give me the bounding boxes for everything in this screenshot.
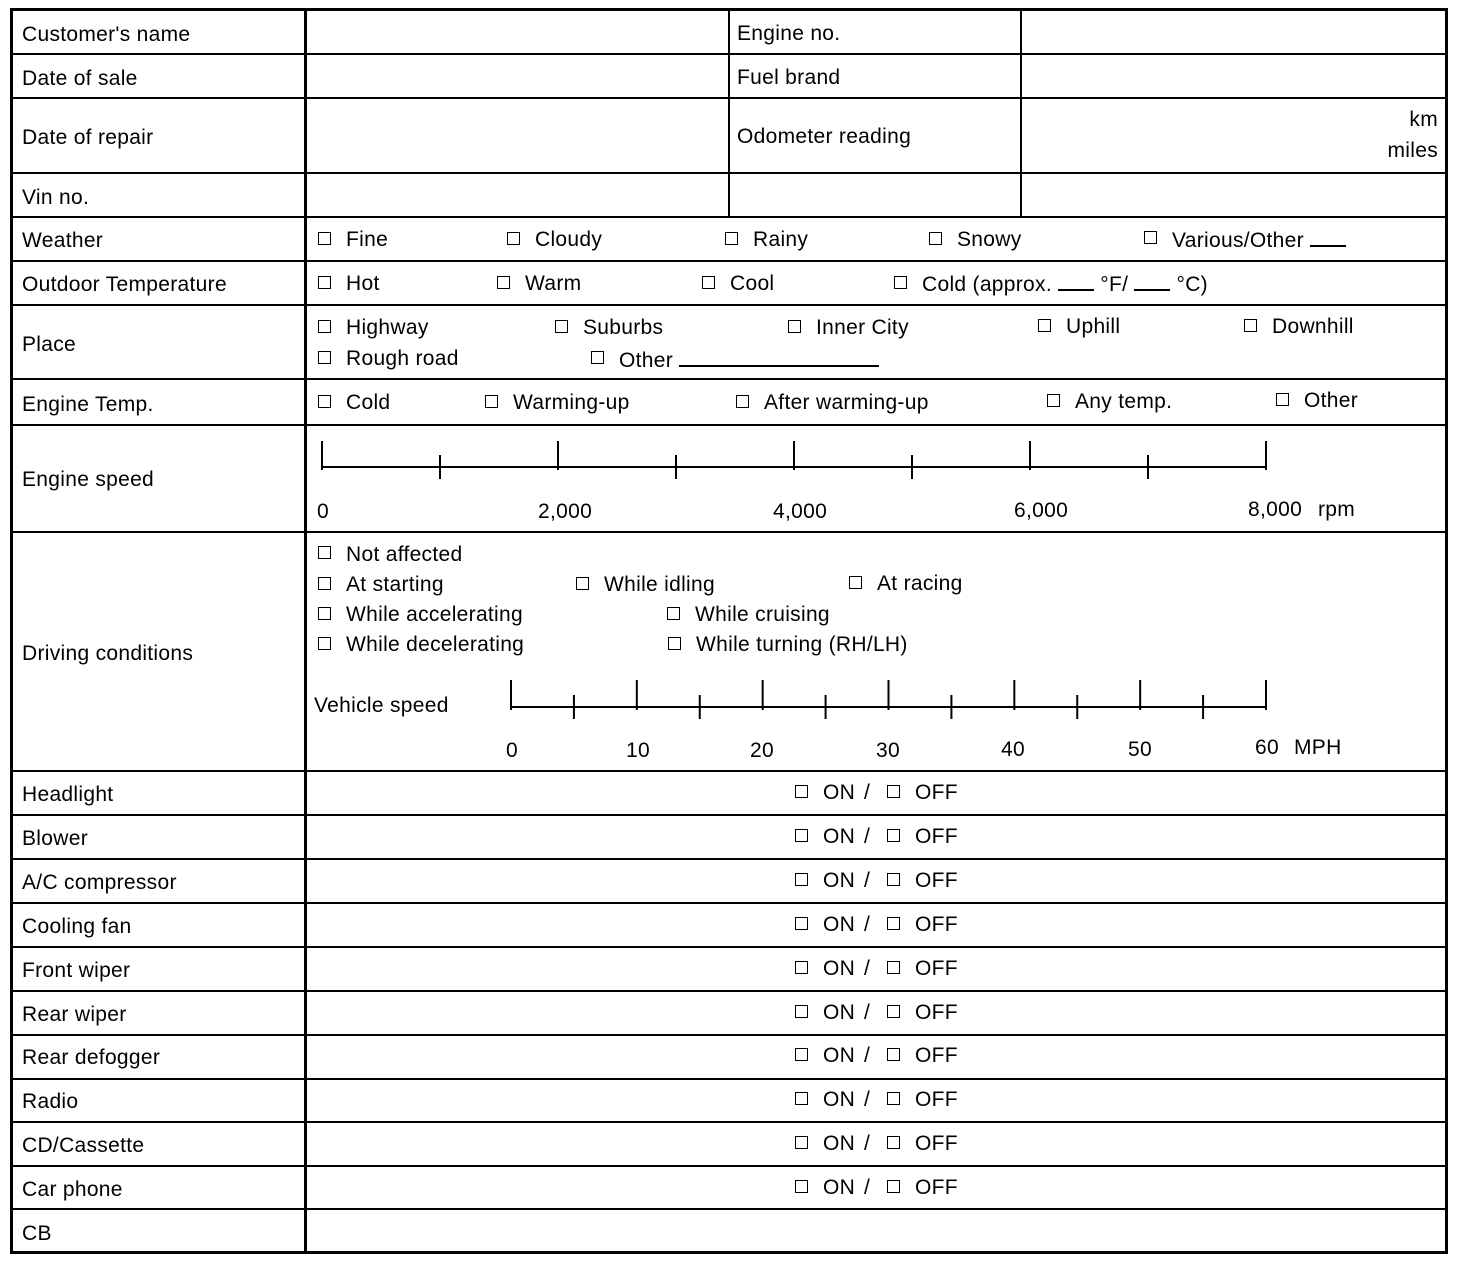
rear-defogger-off-checkbox[interactable]: [887, 1048, 900, 1061]
switch-label-rear-wiper: Rear wiper: [22, 1003, 127, 1026]
switch-label-a-c-compressor: A/C compressor: [22, 871, 177, 894]
car-phone-on-label: ON: [823, 1176, 856, 1199]
headlight-separator: /: [864, 781, 871, 804]
blower-on-label: ON: [823, 825, 856, 848]
cd-cassette-off-checkbox[interactable]: [887, 1136, 900, 1149]
place-downhill-label: Downhill: [1272, 315, 1354, 338]
radio-separator: /: [864, 1088, 871, 1111]
rear-wiper-separator: /: [864, 1001, 871, 1024]
car-phone-off-checkbox[interactable]: [887, 1180, 900, 1193]
cd-cassette-separator: /: [864, 1132, 871, 1155]
engine-temp-after-warming-label: After warming-up: [764, 391, 929, 414]
cooling-fan-on-checkbox[interactable]: [795, 917, 808, 930]
switch-label-headlight: Headlight: [22, 783, 114, 806]
mph-tick-label: 10: [626, 739, 650, 762]
engine-temp-cold-label: Cold: [346, 391, 391, 414]
mph-tick-label: 0: [506, 739, 518, 762]
blower-separator: /: [864, 825, 871, 848]
place-rough-road-label: Rough road: [346, 347, 459, 370]
mph-tick-label: 50: [1128, 738, 1152, 761]
front-wiper-on-checkbox[interactable]: [795, 961, 808, 974]
temp-cold-label: Cold (approx. °F/ °C): [922, 273, 1208, 296]
radio-off-label: OFF: [915, 1088, 958, 1111]
weather-snowy-label: Snowy: [957, 228, 1022, 251]
switch-label-cooling-fan: Cooling fan: [22, 915, 132, 938]
vehicle-speed-label: Vehicle speed: [314, 694, 449, 717]
driving-turning-checkbox[interactable]: [668, 637, 681, 650]
odometer-reading-label: Odometer reading: [737, 125, 912, 148]
driving-cruising-label: While cruising: [695, 603, 830, 626]
mph-tick-label: 20: [750, 739, 774, 762]
car-phone-separator: /: [864, 1176, 871, 1199]
switch-label-rear-defogger: Rear defogger: [22, 1046, 161, 1069]
cooling-fan-on-label: ON: [823, 913, 856, 936]
weather-fine-label: Fine: [346, 228, 389, 251]
car-phone-on-checkbox[interactable]: [795, 1180, 808, 1193]
engine-no-label: Engine no.: [737, 22, 841, 45]
cd-cassette-on-label: ON: [823, 1132, 856, 1155]
temp-warm-label: Warm: [525, 272, 582, 295]
a-c-compressor-off-checkbox[interactable]: [887, 873, 900, 886]
blower-off-checkbox[interactable]: [887, 829, 900, 842]
driving-not-affected-label: Not affected: [346, 543, 463, 566]
headlight-off-label: OFF: [915, 781, 958, 804]
front-wiper-off-label: OFF: [915, 957, 958, 980]
headlight-on-checkbox[interactable]: [795, 785, 808, 798]
front-wiper-separator: /: [864, 957, 871, 980]
driving-accelerating-checkbox[interactable]: [318, 607, 331, 620]
temp-hot-label: Hot: [346, 272, 380, 295]
place-label: Place: [22, 333, 77, 356]
headlight-on-label: ON: [823, 781, 856, 804]
rpm-tick-label: 4,000: [773, 500, 828, 523]
rear-defogger-on-label: ON: [823, 1044, 856, 1067]
a-c-compressor-on-checkbox[interactable]: [795, 873, 808, 886]
driving-racing-label: At racing: [877, 572, 963, 595]
driving-idling-label: While idling: [604, 573, 715, 596]
front-wiper-off-checkbox[interactable]: [887, 961, 900, 974]
mph-tick-label: 30: [876, 739, 900, 762]
radio-off-checkbox[interactable]: [887, 1092, 900, 1105]
place-inner-city-label: Inner City: [816, 316, 909, 339]
place-suburbs-label: Suburbs: [583, 316, 664, 339]
mph-tick-label: 40: [1001, 738, 1025, 761]
rpm-tick-label: 2,000: [538, 500, 593, 523]
driving-at-starting-label: At starting: [346, 573, 444, 596]
driving-turning-label: While turning (RH/LH): [696, 633, 908, 656]
cooling-fan-separator: /: [864, 913, 871, 936]
blower-off-label: OFF: [915, 825, 958, 848]
rear-wiper-off-label: OFF: [915, 1001, 958, 1024]
mph-tick-label: 60: [1255, 736, 1279, 759]
switch-label-car-phone: Car phone: [22, 1178, 123, 1201]
driving-decelerating-label: While decelerating: [346, 633, 525, 656]
switch-label-front-wiper: Front wiper: [22, 959, 131, 982]
driving-not-affected-checkbox[interactable]: [318, 546, 331, 559]
cb-label: CB: [22, 1222, 52, 1245]
engine-temp-warming-label: Warming-up: [513, 391, 630, 414]
driving-idling-checkbox[interactable]: [576, 577, 589, 590]
date-of-sale-label: Date of sale: [22, 67, 138, 90]
mph-unit: MPH: [1294, 736, 1342, 759]
place-uphill-label: Uphill: [1066, 315, 1121, 338]
driving-cruising-checkbox[interactable]: [667, 607, 680, 620]
weather-label: Weather: [22, 229, 104, 252]
rpm-tick-label: 8,000: [1248, 498, 1303, 521]
switch-label-radio: Radio: [22, 1090, 79, 1113]
cd-cassette-off-label: OFF: [915, 1132, 958, 1155]
vin-no-label: Vin no.: [22, 186, 90, 209]
weather-other-label: Various/Other: [1172, 227, 1346, 253]
engine-speed-label: Engine speed: [22, 468, 155, 491]
place-highway-label: Highway: [346, 316, 429, 339]
rear-wiper-on-checkbox[interactable]: [795, 1005, 808, 1018]
driving-conditions-label: Driving conditions: [22, 642, 194, 665]
weather-rainy-label: Rainy: [753, 228, 809, 251]
driving-decelerating-checkbox[interactable]: [318, 637, 331, 650]
rear-wiper-on-label: ON: [823, 1001, 856, 1024]
date-of-repair-label: Date of repair: [22, 126, 154, 149]
rear-wiper-off-checkbox[interactable]: [887, 1005, 900, 1018]
engine-temp-label: Engine Temp.: [22, 393, 154, 416]
place-other-label: Other: [619, 347, 879, 373]
customers-name-label: Customer's name: [22, 23, 191, 46]
outdoor-temp-label: Outdoor Temperature: [22, 273, 227, 296]
temp-cool-label: Cool: [730, 272, 775, 295]
rear-defogger-separator: /: [864, 1044, 871, 1067]
rear-defogger-on-checkbox[interactable]: [795, 1048, 808, 1061]
cooling-fan-off-label: OFF: [915, 913, 958, 936]
cd-cassette-on-checkbox[interactable]: [795, 1136, 808, 1149]
rpm-tick-label: 0: [317, 500, 329, 523]
rear-defogger-off-label: OFF: [915, 1044, 958, 1067]
radio-on-checkbox[interactable]: [795, 1092, 808, 1105]
odometer-unit-km: km: [1409, 108, 1438, 131]
cooling-fan-off-checkbox[interactable]: [887, 917, 900, 930]
fuel-brand-label: Fuel brand: [737, 66, 841, 89]
a-c-compressor-off-label: OFF: [915, 869, 958, 892]
switch-label-blower: Blower: [22, 827, 88, 850]
rpm-tick-label: 6,000: [1014, 499, 1069, 522]
car-phone-off-label: OFF: [915, 1176, 958, 1199]
driving-racing-checkbox[interactable]: [849, 576, 862, 589]
headlight-off-checkbox[interactable]: [887, 785, 900, 798]
radio-on-label: ON: [823, 1088, 856, 1111]
rpm-unit: rpm: [1318, 498, 1356, 521]
a-c-compressor-separator: /: [864, 869, 871, 892]
blower-on-checkbox[interactable]: [795, 829, 808, 842]
engine-temp-any-label: Any temp.: [1075, 390, 1173, 413]
engine-speed-ticks: [322, 441, 1266, 479]
front-wiper-on-label: ON: [823, 957, 856, 980]
engine-temp-other-label: Other: [1304, 389, 1359, 412]
switch-label-cd-cassette: CD/Cassette: [22, 1134, 145, 1157]
a-c-compressor-on-label: ON: [823, 869, 856, 892]
weather-cloudy-label: Cloudy: [535, 228, 603, 251]
odometer-unit-miles: miles: [1387, 139, 1438, 162]
driving-at-starting-checkbox[interactable]: [318, 577, 331, 590]
vehicle-speed-ticks: [511, 680, 1266, 719]
driving-accelerating-label: While accelerating: [346, 603, 523, 626]
